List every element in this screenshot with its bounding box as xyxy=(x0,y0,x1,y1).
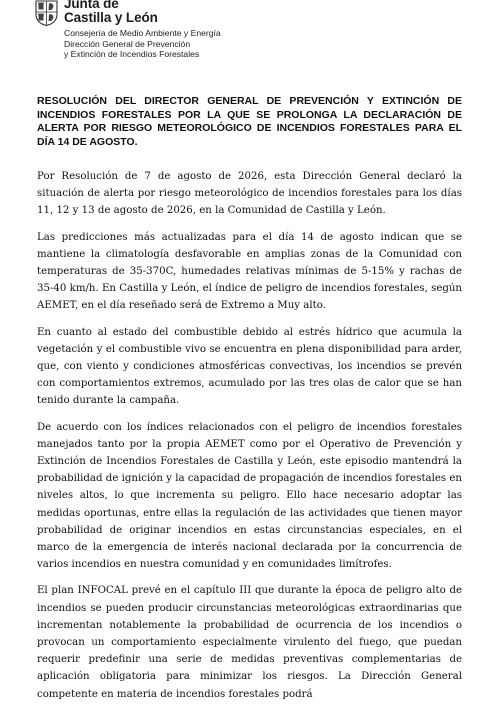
paragraph: De acuerdo con los índices relacionados con el peligro de incendios forestales manejados tanto por la propia AEMET como por el Operativo de Prevención y Extinción de Incendios Forestales de Castilla y León, este episodio mantendrá la probabilidad de ignición y la capacidad de propagación de incendios forestales en niveles altos, lo que incrementa su peligro. Ello hace necesario adoptar las medidas oportunas, entre ellas la regulación de las actividades que tienen mayor probabilidad de originar incendios en estas circunstancias especiales, en el marco de la emergencia de interés nacional declarada por la concurrencia de varios incendios en nuestra comunidad y en comunidades limítrofes. xyxy=(37,421,462,571)
coat-of-arms-icon xyxy=(35,0,58,26)
department-block xyxy=(64,28,221,60)
paragraph: El plan INFOCAL prevé en el capítulo III que durante la época de peligro alto de incendios se pueden producir circunstancias meteorológicas extraordinarias que incrementan notablemente la probabilidad de ocurrencia de los incendios o provocan un comportamiento especialmente virulento del fuego, que puedan requerir predefinir una serie de medidas preventivas complementarias de aplicación obligatoria para minimizar los riesgos. La Dirección General competente en materia de incendios forestales podrá xyxy=(37,585,462,700)
letterhead xyxy=(35,0,465,60)
department-name: Consejería de Medio Ambiente y Energía xyxy=(64,28,221,38)
organization-name xyxy=(64,0,158,25)
document-title: RESOLUCIÓN DEL DIRECTOR GENERAL DE PREVENCIÓN Y EXTINCIÓN DE INCENDIOS FORESTALES POR LA QUE SE PROLONGA LA DECLARACIÓN DE ALERTA POR RIESGO METEOROLÓGICO DE INCENDIOS FORESTALES PARA EL DÍA 14 DE AGOSTO. xyxy=(37,95,462,148)
org-name-line1: Junta de xyxy=(64,0,119,11)
org-name-line2: Castilla y León xyxy=(64,10,158,25)
document-body xyxy=(37,168,462,712)
directorate-line2: y Extinción de Incendios Forestales xyxy=(64,49,200,59)
paragraph: En cuanto al estado del combustible debido al estrés hídrico que acumula la vegetación y el combustible vivo se encuentra en plena disponibilidad para arder, que, con viento y condiciones atmosféricas convectivas, los incendios se prevén con comportamientos extremos, acumulado por las tres olas de calor que se han tenido durante la campaña. xyxy=(37,326,462,407)
directorate-line1: Dirección General de Prevención xyxy=(64,38,191,49)
paragraph: Por Resolución de 7 de agosto de 2026, esta Dirección General declaró la situación de alerta por riesgo meteorológico de incendios forestales para los días 11, 12 y 13 de agosto de 2026, en la Comunidad de Castilla y León. xyxy=(37,171,462,217)
paragraph: Las predicciones más actualizadas para el día 14 de agosto indican que se mantiene la climatología desfavorable en amplias zonas de la Comunidad con temperaturas de 35-370C, humedades relativas mínimas de 5-15% y rachas de 35-40 km/h. En Castilla y León, el índice de peligro de incendios forestales, según AEMET, en el día reseñado será de Extremo a Muy alto. xyxy=(37,231,462,312)
